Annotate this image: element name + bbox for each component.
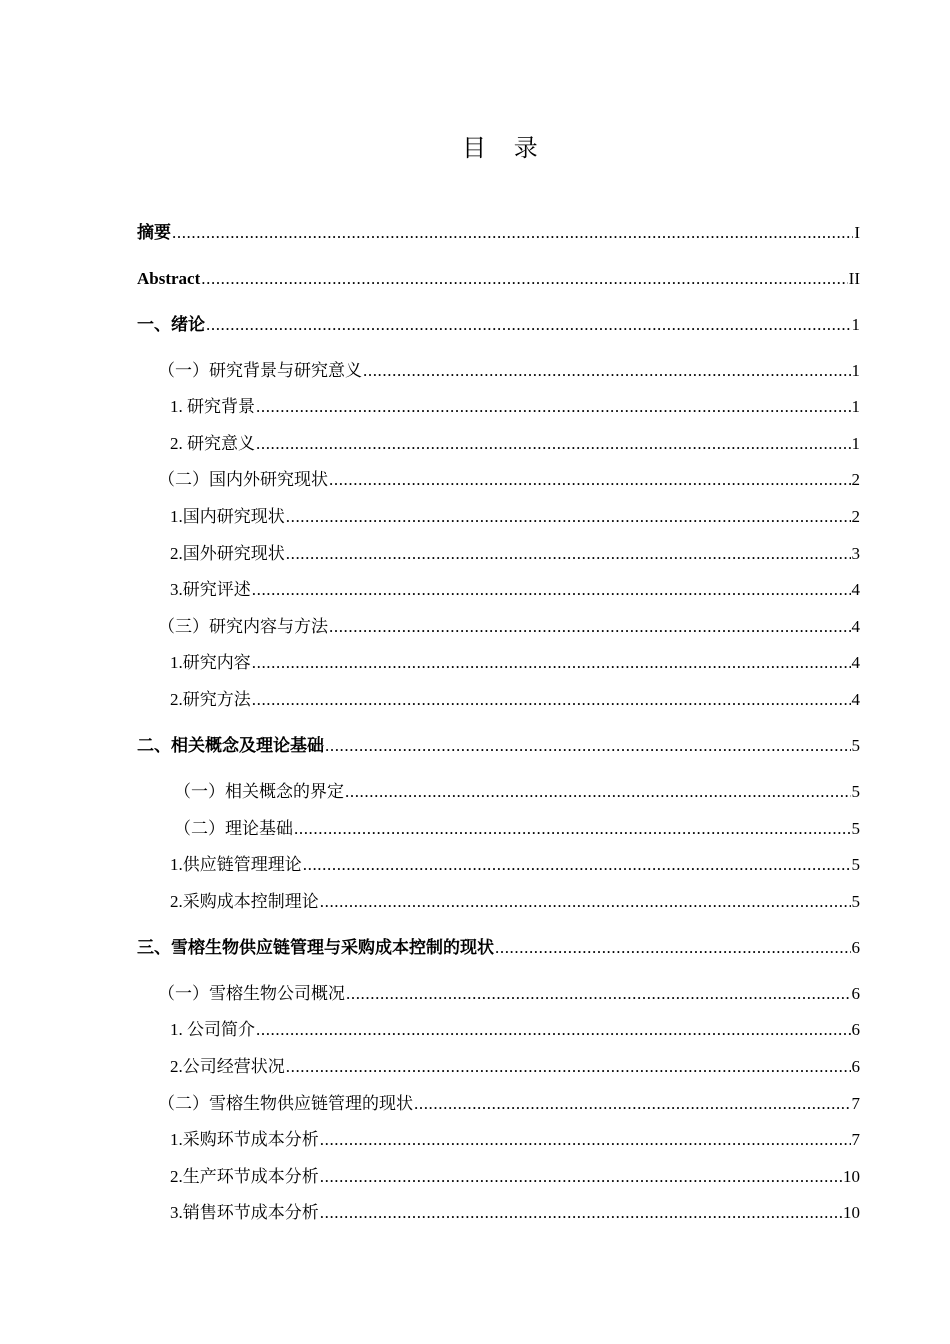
dot-leader [172,222,853,244]
toc-entry-label: 三、雪榕生物供应链管理与采购成本控制的现状 [137,938,494,957]
dot-leader [320,891,851,913]
toc-entry-subsection[interactable] [137,891,860,913]
dot-leader [252,652,851,674]
toc-entry-subsection[interactable] [137,854,860,876]
toc-page-number: I [854,223,860,242]
toc-entry-label: 1.供应链管理理论 [170,855,302,874]
toc-entry-subsection[interactable] [137,689,860,711]
toc-entry-label: 3.销售环节成本分析 [170,1203,319,1222]
toc-entry-label: 摘要 [137,223,171,242]
toc-entry-section[interactable] [137,1093,860,1115]
toc-entry-section[interactable] [137,781,860,803]
toc-page-number: 4 [851,580,860,599]
dot-leader [320,1202,842,1224]
toc-entry-label: （二）雪榕生物供应链管理的现状 [158,1094,413,1113]
toc-page-number: 10 [843,1167,860,1186]
toc-entry-label: （一）雪榕生物公司概况 [158,984,345,1003]
toc-entry-subsection[interactable] [137,1166,860,1188]
dot-leader [495,937,851,959]
toc-entry-subsection[interactable] [137,396,860,418]
dot-leader [286,1056,851,1078]
dot-leader [345,781,851,803]
dot-leader [256,433,851,455]
dot-leader [303,854,851,876]
toc-entry-subsection[interactable] [137,579,860,601]
toc-entry-label: （二）国内外研究现状 [158,470,328,489]
toc-entry-abstract-en[interactable] [137,268,860,290]
dot-leader [325,735,851,757]
toc-page-number: 6 [851,1057,860,1076]
dot-leader [256,1019,851,1041]
toc-page-number: 2 [851,507,860,526]
toc-entry-subsection[interactable] [137,506,860,528]
toc-page-number: 1 [851,397,860,416]
toc-page-number: 4 [851,617,860,636]
toc-page-number: 10 [843,1203,860,1222]
toc-entry-subsection[interactable] [137,1019,860,1041]
toc-entry-label: 1. 研究背景 [170,397,255,416]
toc-page-number: 1 [851,361,860,380]
toc-entry-label: 2. 研究意义 [170,434,255,453]
toc-entry-subsection[interactable] [137,652,860,674]
toc-entry-label: 二、相关概念及理论基础 [137,736,324,755]
toc-page-number: 1 [851,434,860,453]
dot-leader [414,1093,851,1115]
dot-leader [252,689,851,711]
toc-entry-label: 3.研究评述 [170,580,251,599]
dot-leader [206,314,851,336]
toc-entry-subsection[interactable] [137,1129,860,1151]
dot-leader [320,1129,851,1151]
toc-entry-subsection[interactable] [137,1056,860,1078]
toc-page-number: 7 [851,1130,860,1149]
toc-entry-subsection[interactable] [137,1202,860,1224]
dot-leader [320,1166,842,1188]
toc-page-number: 5 [851,819,860,838]
dot-leader [201,268,847,290]
toc-page-number: 7 [851,1094,860,1113]
toc-page-number: 4 [851,653,860,672]
toc-entry-chapter-2[interactable] [137,735,860,757]
toc-page-number: 2 [851,470,860,489]
toc-entry-abstract-cn[interactable] [137,222,860,244]
toc-entry-label: 2.采购成本控制理论 [170,892,319,911]
dot-leader [329,616,851,638]
toc-entry-label: 一、绪论 [137,315,205,334]
dot-leader [286,506,851,528]
toc-entry-label: 2.研究方法 [170,690,251,709]
toc-entry-label: 1.采购环节成本分析 [170,1130,319,1149]
toc-page-number: 4 [851,690,860,709]
dot-leader [363,360,851,382]
toc-entry-subsection[interactable] [137,543,860,565]
toc-entry-label: 2.生产环节成本分析 [170,1167,319,1186]
toc-entry-section[interactable] [137,360,860,382]
dot-leader [256,396,851,418]
dot-leader [252,579,851,601]
toc-entry-label: 1. 公司简介 [170,1020,255,1039]
toc-entry-label: （一）相关概念的界定 [174,782,344,801]
toc-page-number: 5 [851,782,860,801]
toc-page-number: 5 [851,855,860,874]
toc-entry-label: 1.研究内容 [170,653,251,672]
toc-page-number: 6 [851,1020,860,1039]
toc-entry-chapter-3[interactable] [137,937,860,959]
toc-page-number: 3 [851,544,860,563]
toc-entry-label: 2.国外研究现状 [170,544,285,563]
toc-entry-subsection[interactable] [137,433,860,455]
dot-leader [329,469,851,491]
toc-entry-chapter-1[interactable] [137,314,860,336]
dot-leader [286,543,851,565]
dot-leader [294,818,851,840]
toc-entry-section[interactable] [137,616,860,638]
toc-title: 目 录 [462,134,548,162]
toc-page-number: 5 [851,736,860,755]
toc-entry-label: 2.公司经营状况 [170,1057,285,1076]
toc-page-number: 6 [851,984,860,1003]
toc-entry-section[interactable] [137,983,860,1005]
toc-entry-section[interactable] [137,469,860,491]
dot-leader [346,983,851,1005]
toc-page-number: 6 [851,938,860,957]
toc-entry-label: （三）研究内容与方法 [158,617,328,636]
toc-entry-label: （一）研究背景与研究意义 [158,361,362,380]
toc-page-number: 5 [851,892,860,911]
toc-entry-section[interactable] [137,818,860,840]
toc-entry-label: （二）理论基础 [174,819,293,838]
toc-page-number: 1 [851,315,860,334]
toc-entry-label: 1.国内研究现状 [170,507,285,526]
toc-entry-label: Abstract [137,269,201,288]
toc-page-number: II [848,269,860,288]
